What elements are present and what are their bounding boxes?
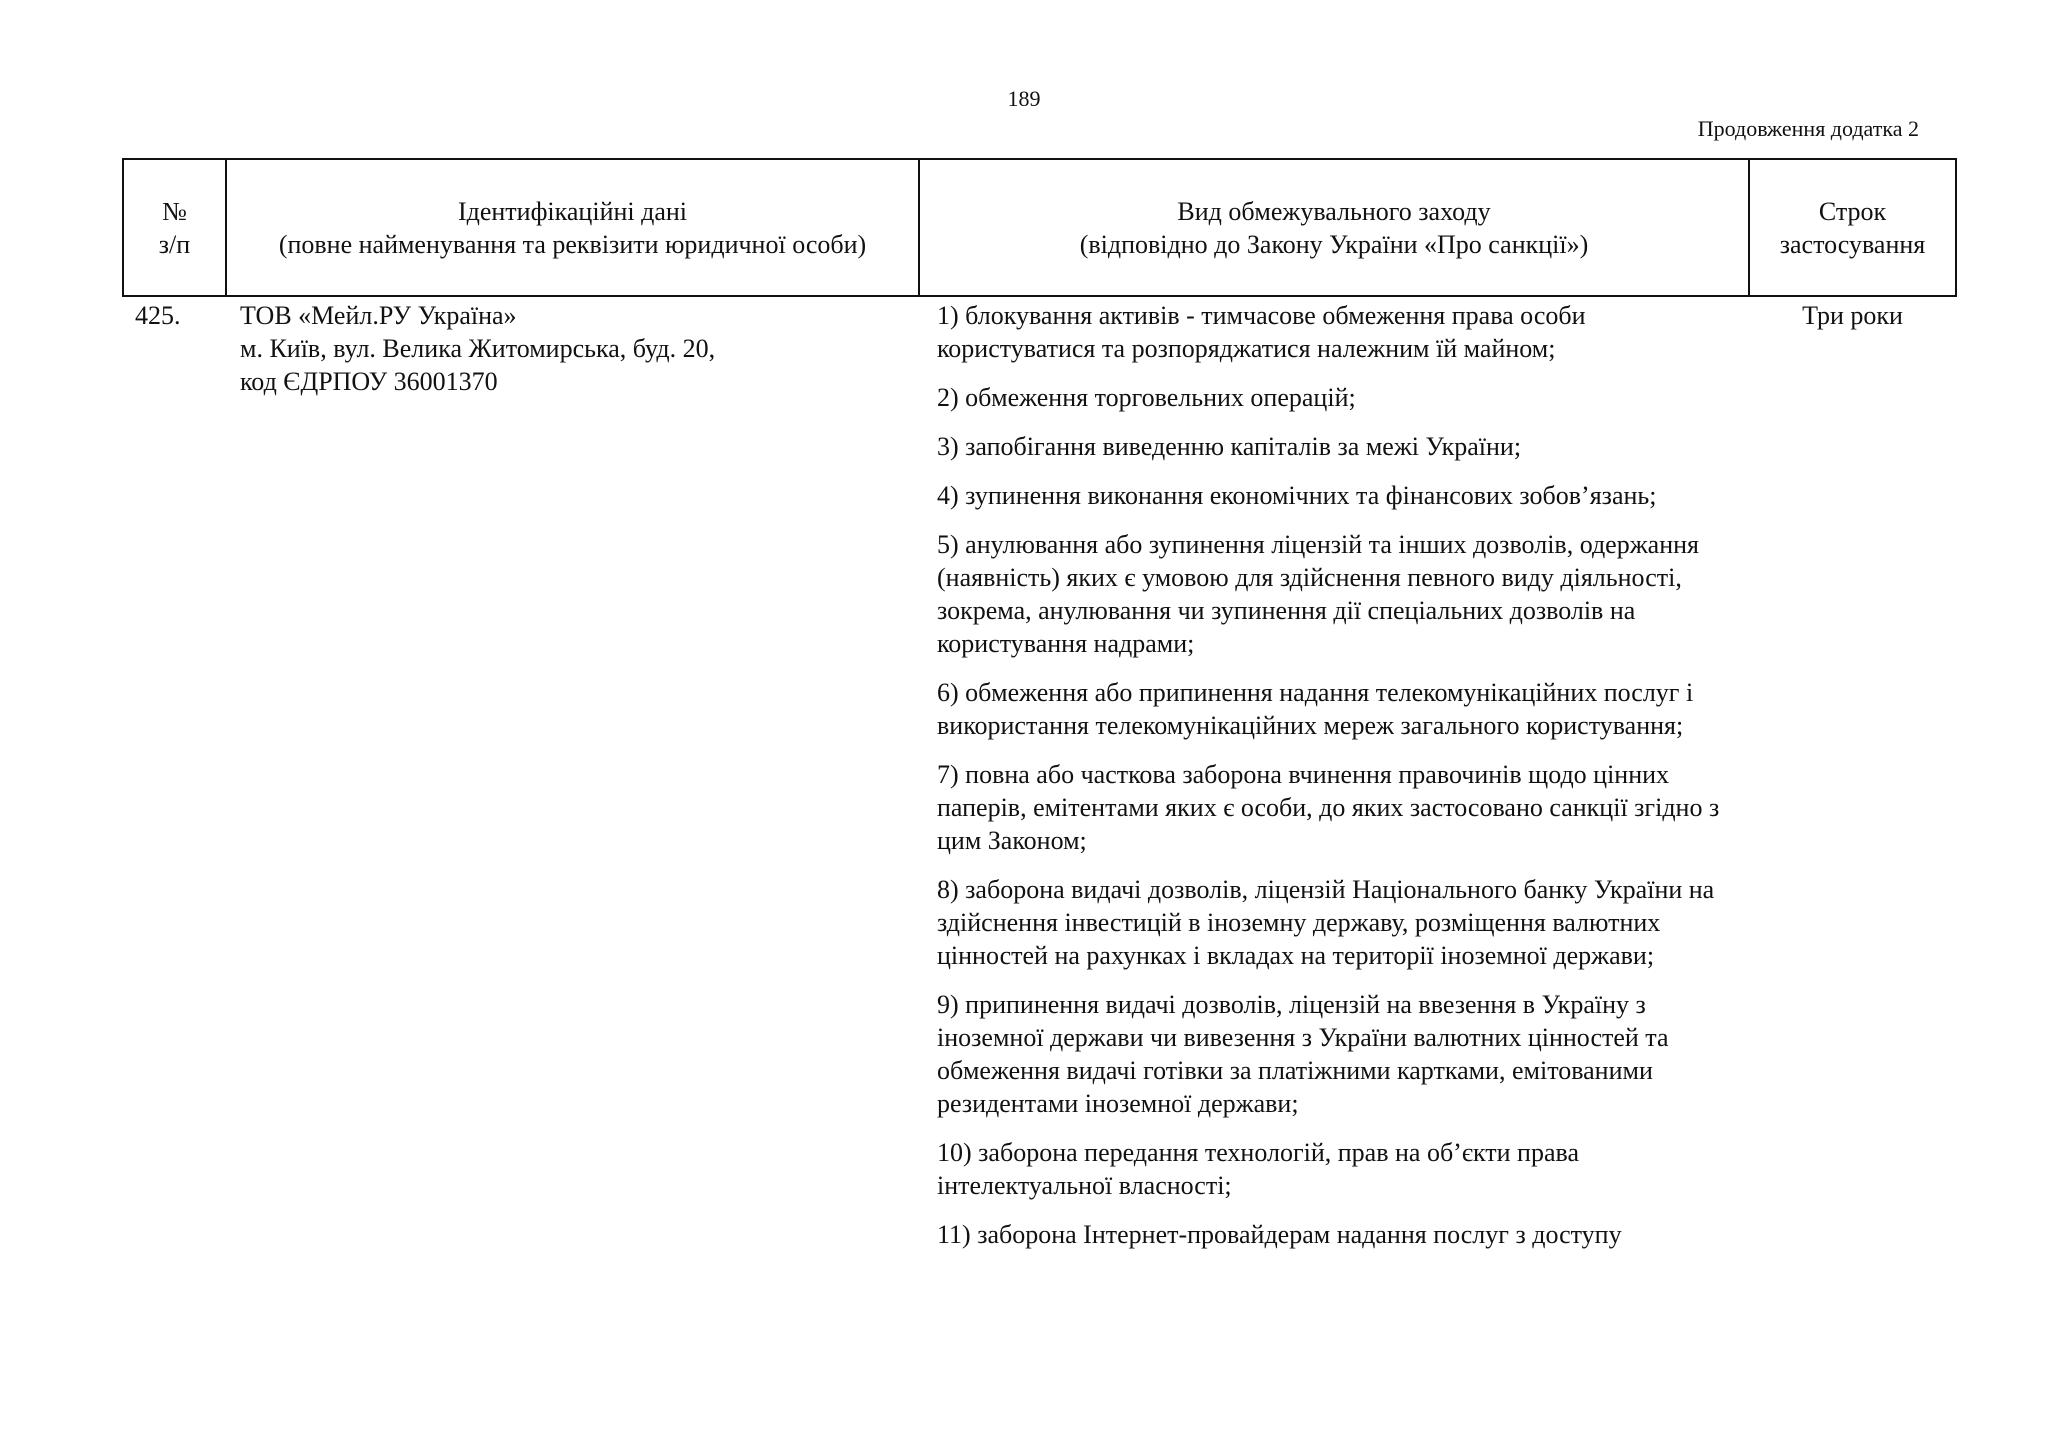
continuation-note: Продовження додатка 2 — [1697, 116, 1919, 141]
header-measure — [919, 159, 1749, 296]
measure-item: 11) заборона Інтернет-провайдерам надання послуг з доступу — [937, 1220, 1622, 1249]
header-row — [123, 159, 1956, 296]
measure-item: 5) анулювання або зупинення ліцензій та інших дозволів, одержання (наявність) яких є умовою для здійснення певного виду діяльності, зокрема, анулювання чи зупинення дії спеціальних дозволів на користування надрами; — [937, 530, 1699, 658]
table-row — [123, 296, 1956, 1267]
measure-item: 2) обмеження торговельних операцій; — [937, 383, 1356, 412]
page-number: 189 — [1007, 86, 1041, 111]
header-term-line-1: Строк — [1818, 196, 1887, 226]
header-number-line-1: № — [162, 196, 187, 226]
header-identification-line-2: (повне найменування та реквізити юридичної особи) — [278, 229, 867, 259]
measure-item: 7) повна або часткова заборона вчинення правочинів щодо цінних паперів, емітентами яких є особи, до яких застосовано санкції згідно з цим Законом; — [937, 760, 1720, 855]
measure-item: 9) припинення видачі дозволів, ліцензій на ввезення в Україну з іноземної держави чи вивезення з України валютних цінностей та обмеження видачі готівки за платіжними картками, емітованими резидентами іноземної держави; — [937, 990, 1669, 1118]
measure-item: 10) заборона передання технологій, прав на об’єкти права інтелектуальної власності; — [937, 1138, 1579, 1200]
company-name: ТОВ «Мейл.РУ Україна» — [240, 301, 517, 330]
header-number-line-2: з/п — [158, 229, 191, 259]
row-number: 425. — [135, 301, 181, 330]
company-code: код ЄДРПОУ 36001370 — [240, 367, 498, 396]
measure-item: 3) запобігання виведенню капіталів за межі України; — [937, 432, 1522, 461]
sanctions-table — [122, 158, 1957, 1267]
measure-item: 6) обмеження або припинення надання телекомунікаційних послуг і використання телекомунікаційних мереж загального користування; — [937, 678, 1694, 740]
company-address: м. Київ, вул. Велика Житомирська, буд. 20, — [240, 334, 716, 363]
row-measures — [919, 296, 1749, 1267]
measure-item: 1) блокування активів - тимчасове обмеження права особи користуватися та розпоряджатися належним їй майном; — [937, 301, 1586, 363]
table-header — [123, 159, 1956, 296]
row-identification — [226, 296, 919, 1267]
header-identification — [226, 159, 919, 296]
row-term: Три роки — [1802, 301, 1903, 330]
measure-item: 8) заборона видачі дозволів, ліцензій Національного банку України на здійснення інвестицій в іноземну державу, розміщення валютних цінностей на рахунках і вкладах на території іноземної держави; — [937, 875, 1715, 970]
header-term-line-2: застосування — [1779, 229, 1926, 259]
header-term — [1749, 159, 1956, 296]
header-number — [123, 159, 226, 296]
header-identification-line-1: Ідентифікаційні дані — [457, 196, 688, 226]
header-measure-line-1: Вид обмежувального заходу — [1177, 196, 1491, 226]
header-measure-line-2: (відповідно до Закону України «Про санкції») — [1079, 229, 1589, 259]
measure-item: 4) зупинення виконання економічних та фінансових зобов’язань; — [937, 481, 1657, 510]
table-body — [123, 296, 1956, 1267]
